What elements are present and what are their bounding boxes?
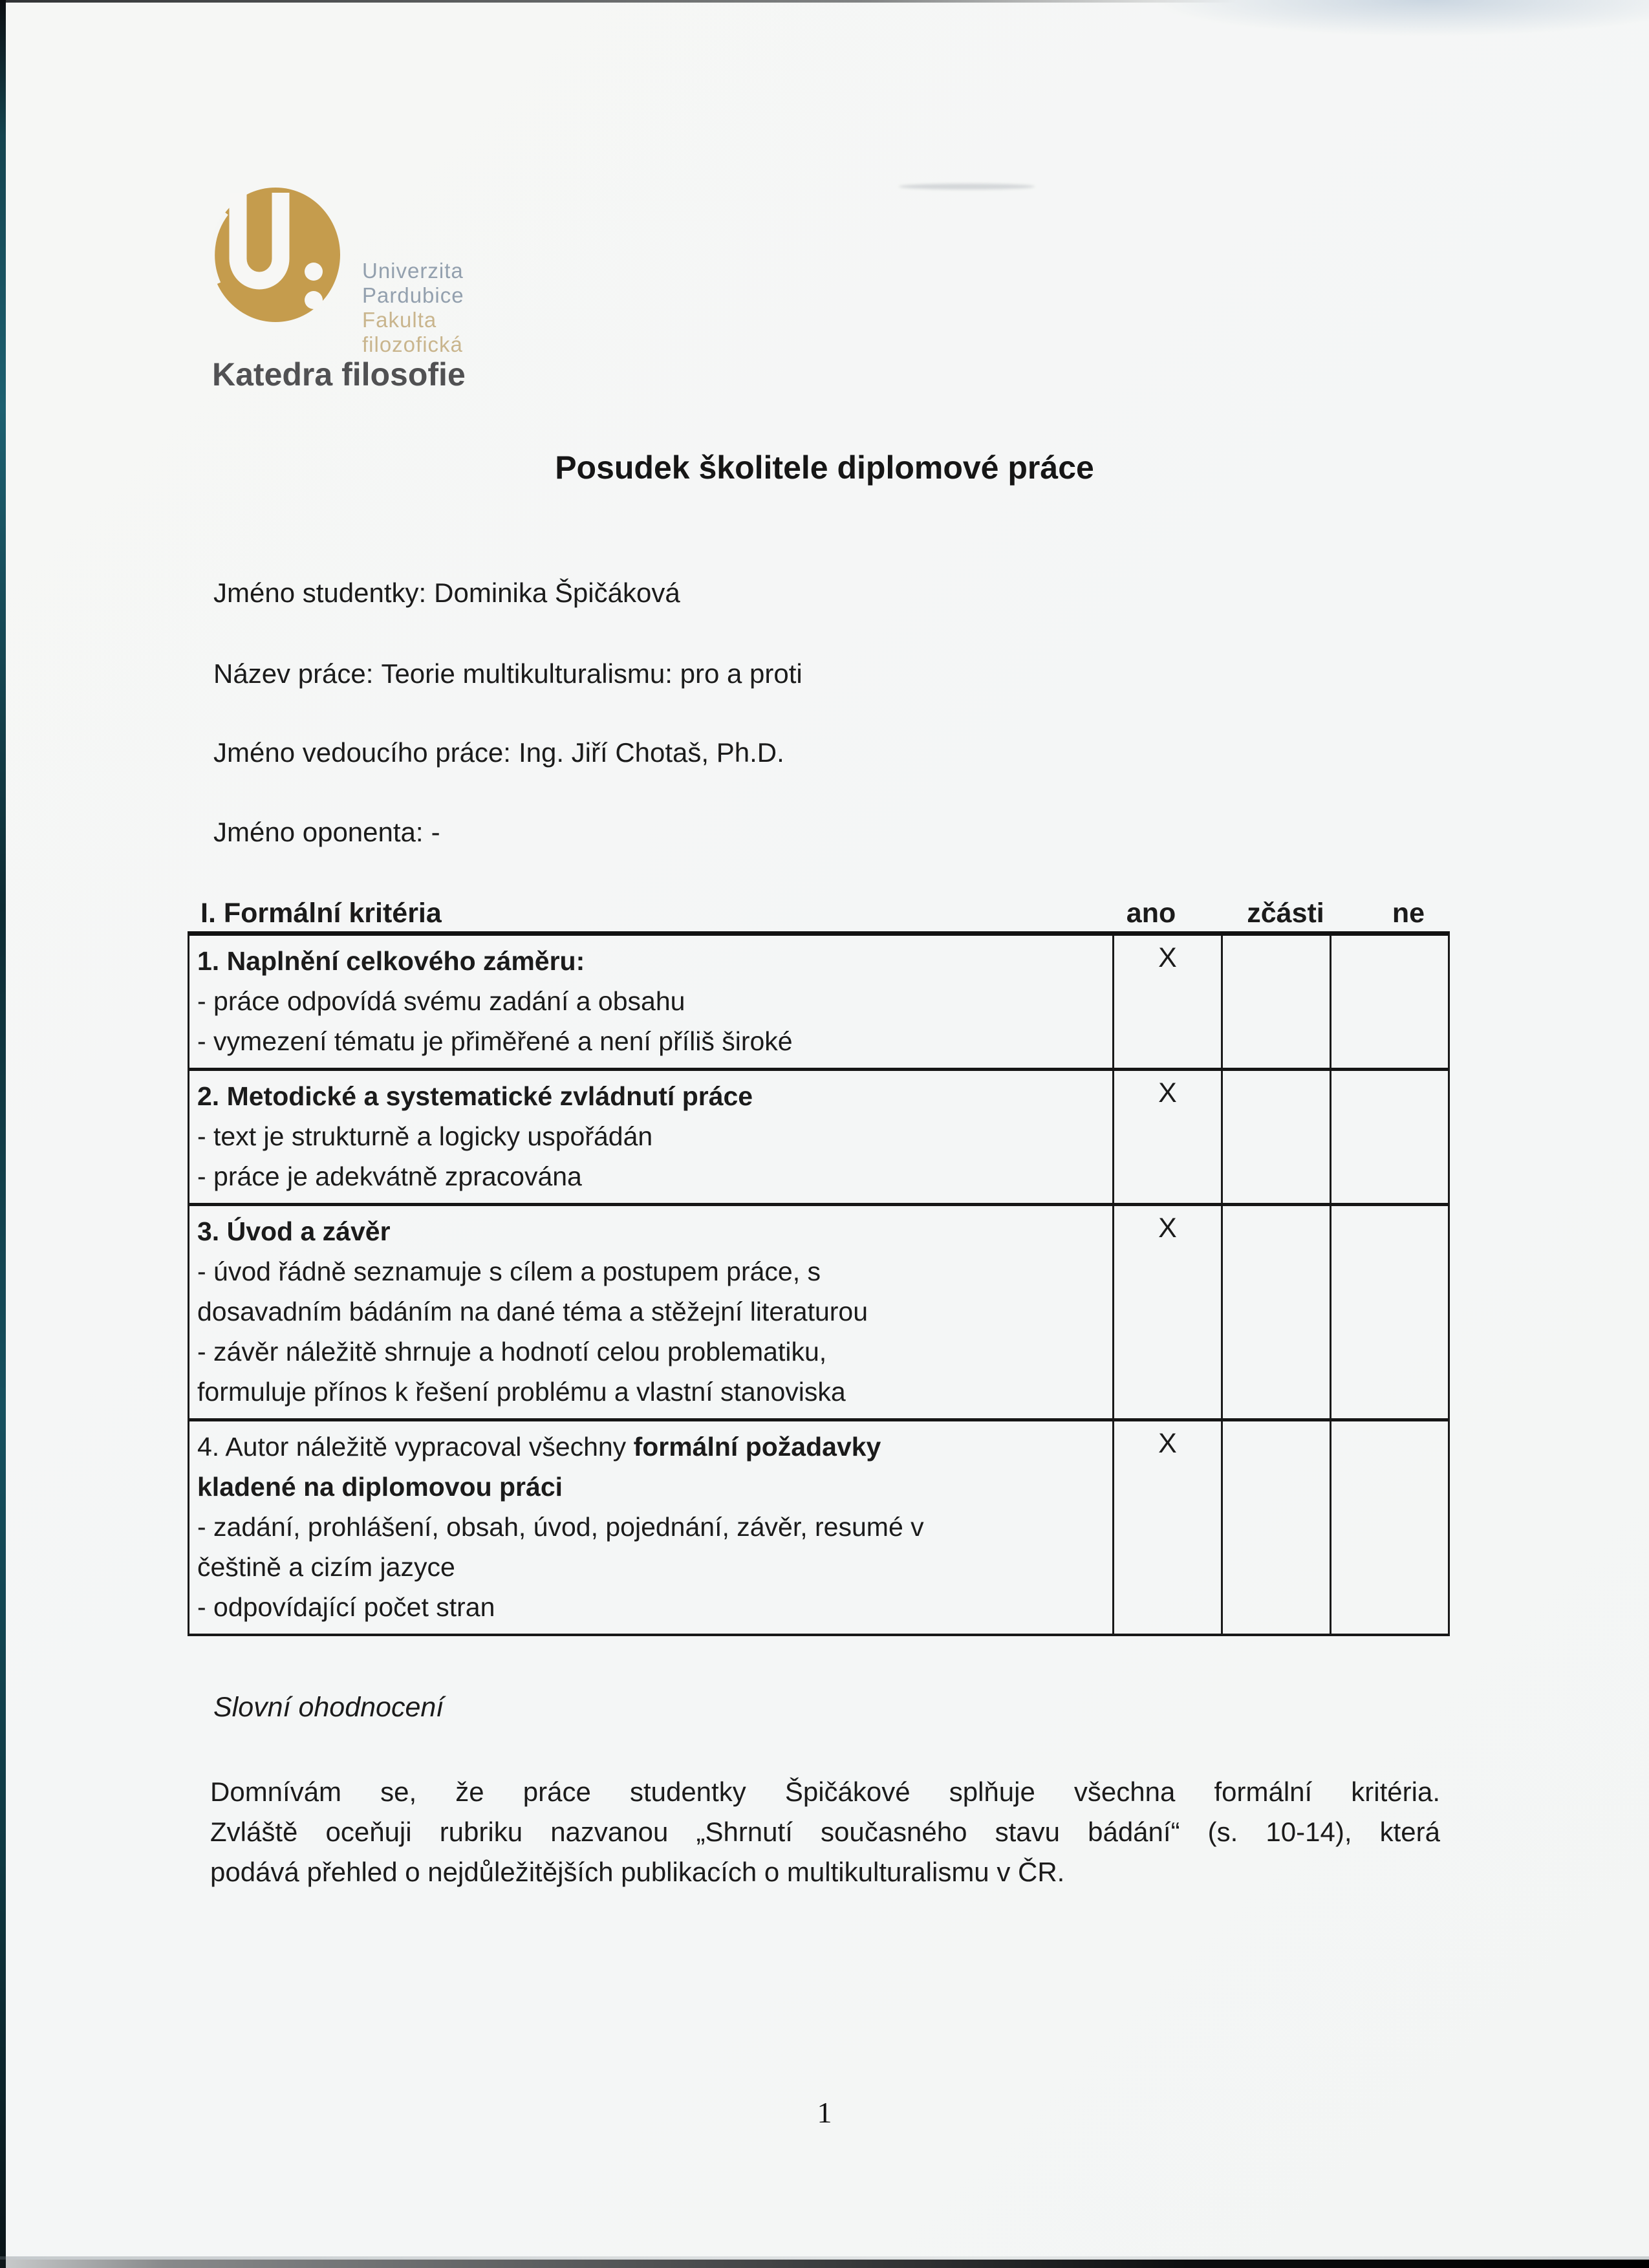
criteria-row-4 (189, 1421, 1448, 1634)
criterion-4-detail: - odpovídající počet stran (197, 1592, 495, 1622)
criteria-row-1 (189, 936, 1448, 1071)
criteria-row-3 (189, 1206, 1448, 1421)
field-opponent-name-value: - (431, 817, 440, 847)
criterion-3-mark-ano: X (1114, 1206, 1223, 1418)
criterion-4-title-bold: formální požadavky (633, 1432, 881, 1462)
university-pardubice-logo-icon (208, 186, 347, 329)
department-name: Katedra filosofie (212, 356, 466, 393)
scan-edge-bottom (0, 2260, 1649, 2268)
field-thesis-title-value: Teorie multikulturalismu: pro a proti (381, 658, 803, 689)
field-student-name-label: Jméno studentky: (213, 578, 427, 608)
page-number: 1 (817, 2096, 832, 2129)
logo-line-filozoficka: filozofická (362, 332, 463, 356)
criterion-3-title: 3. Úvod a závěr (197, 1216, 391, 1246)
field-student-name (213, 578, 680, 609)
field-supervisor-name (213, 737, 784, 768)
field-thesis-title (213, 658, 803, 689)
criterion-4-title-normal: 4. Autor náležitě vypracoval všechny (197, 1432, 634, 1462)
scan-edge-top (0, 0, 1237, 3)
criteria-table-header (188, 898, 1450, 931)
assessment-line: podává přehled o nejdůležitějších publikacích o multikulturalismu v ČR. (210, 1857, 1065, 1887)
assessment-heading: Slovní ohodnocení (213, 1692, 444, 1723)
logo-line-fakulta: Fakulta (362, 308, 437, 332)
criterion-3-mark-ne (1331, 1206, 1448, 1418)
criterion-1-mark-ne (1331, 936, 1448, 1068)
criterion-1-title: 1. Naplnění celkového záměru: (197, 946, 585, 976)
assessment-line: Domnívám se, že práce studentky Špičákové splňuje všechna formální kritéria. (210, 1777, 1440, 1807)
criterion-1-text (189, 936, 1114, 1068)
logo-wordmark (362, 259, 464, 357)
criterion-3-detail: dosavadním bádáním na dané téma a stěžejní literaturou (197, 1297, 868, 1326)
scan-smudge-top-right (1158, 0, 1649, 36)
criterion-3-detail: - úvod řádně seznamuje s cílem a postupem práce, s (197, 1257, 821, 1286)
column-header-zcasti: zčásti (1247, 898, 1324, 929)
criterion-4-title-bold: kladené na diplomovou práci (197, 1472, 563, 1502)
criterion-2-text (189, 1071, 1114, 1203)
scan-edge-left (0, 0, 6, 2268)
criteria-section-title: I. Formální kritéria (200, 898, 442, 929)
criterion-2-detail: - text je strukturně a logicky uspořádán (197, 1121, 653, 1151)
criterion-4-mark-ano: X (1114, 1421, 1223, 1634)
criterion-1-mark-zcasti (1223, 936, 1331, 1068)
criterion-2-mark-ne (1331, 1071, 1448, 1203)
criterion-4-detail: češtině a cizím jazyce (197, 1552, 455, 1582)
field-opponent-name-label: Jméno oponenta: (213, 817, 424, 847)
criterion-4-mark-ne (1331, 1421, 1448, 1634)
criterion-1-mark-ano: X (1114, 936, 1223, 1068)
criteria-table (188, 931, 1450, 1636)
assessment-line: Zvláště oceňuji rubriku nazvanou „Shrnutí současného stavu bádání“ (s. 10-14), která (210, 1817, 1440, 1847)
criterion-3-detail: formuluje přínos k řešení problému a vlastní stanoviska (197, 1377, 846, 1407)
document-title: Posudek školitele diplomové práce (555, 449, 1094, 486)
criteria-row-2 (189, 1071, 1448, 1206)
criterion-3-detail: - závěr náležitě shrnuje a hodnotí celou problematiku, (197, 1337, 827, 1366)
field-opponent-name (213, 817, 440, 848)
logo-line-univerzita: Univerzita (362, 259, 464, 283)
criterion-1-detail: - práce odpovídá svému zadání a obsahu (197, 986, 685, 1016)
field-student-name-value: Dominika Špičáková (434, 578, 680, 608)
criterion-1-detail: - vymezení tématu je přiměřené a není příliš široké (197, 1026, 793, 1056)
criterion-3-mark-zcasti (1223, 1206, 1331, 1418)
criterion-2-mark-zcasti (1223, 1071, 1331, 1203)
criterion-2-mark-ano: X (1114, 1071, 1223, 1203)
logo-line-pardubice: Pardubice (362, 283, 464, 307)
criterion-4-text (189, 1421, 1114, 1634)
column-header-ano: ano (1126, 898, 1176, 929)
criterion-3-text (189, 1206, 1114, 1418)
criterion-2-title: 2. Metodické a systematické zvládnutí práce (197, 1081, 753, 1111)
field-supervisor-name-label: Jméno vedoucího práce: (213, 737, 511, 768)
column-header-ne: ne (1392, 898, 1425, 929)
field-supervisor-name-value: Ing. Jiří Chotaš, Ph.D. (518, 737, 784, 768)
university-logo-block (208, 186, 790, 400)
criterion-4-detail: - zadání, prohlášení, obsah, úvod, pojednání, závěr, resumé v (197, 1512, 924, 1542)
assessment-paragraph (210, 1772, 1440, 1892)
scan-smudge (899, 184, 1035, 189)
criterion-2-detail: - práce je adekvátně zpracována (197, 1161, 582, 1191)
criterion-4-mark-zcasti (1223, 1421, 1331, 1634)
field-thesis-title-label: Název práce: (213, 658, 374, 689)
